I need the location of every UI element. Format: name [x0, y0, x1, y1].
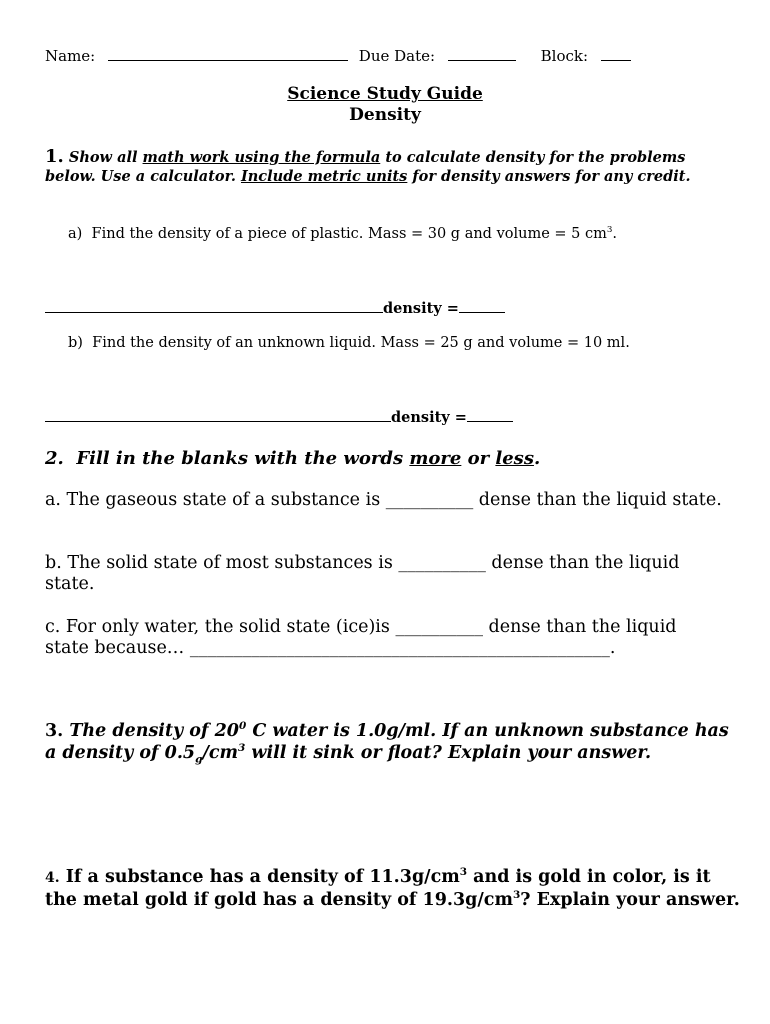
- page-title: Science Study Guide: [287, 84, 483, 104]
- q2-text: Fill in the blanks with the words: [76, 448, 410, 469]
- q1b-text: Find the density of an unknown liquid. Mass = 25 g and volume = 10 ml.: [92, 335, 630, 351]
- q1a-label: a): [68, 226, 83, 242]
- q2-word-more: more: [409, 448, 462, 469]
- due-date-label: Due Date:: [358, 47, 436, 65]
- question-1-instructions: [45, 148, 735, 186]
- q4-exponent-2: 3: [512, 889, 521, 902]
- q1-underlined-formula: math work using the formula: [142, 149, 381, 166]
- q3-text-3: /cm: [202, 743, 239, 763]
- q1a-text: Find the density of a piece of plastic. Mass = 30 g and volume = 5 cm: [91, 226, 607, 242]
- density-label: density =: [391, 409, 467, 426]
- page-subtitle: Density: [349, 105, 421, 125]
- q1-underlined-units: Include metric units: [240, 167, 408, 185]
- density-label: density =: [383, 300, 459, 317]
- q2-or: or: [461, 448, 496, 469]
- q1a-exponent: 3: [606, 225, 613, 236]
- name-label: Name:: [45, 47, 96, 65]
- q3-degree: 0: [238, 720, 247, 733]
- question-3-number: 3.: [45, 721, 64, 741]
- q4-text-2: and is gold in color, is it the metal gold if gold has a density of 19.3g/cm: [45, 867, 711, 910]
- q3-text-2: C water is 1.0g/ml. If an unknown substance has a density of 0.5: [45, 721, 729, 763]
- q4-text-1: If a substance has a density of 11.3g/cm: [59, 867, 460, 887]
- density-blank[interactable]: [467, 407, 513, 422]
- q1b-label: b): [68, 335, 83, 351]
- name-blank[interactable]: [108, 46, 348, 61]
- work-line[interactable]: [45, 298, 383, 313]
- q4-text-3: ? Explain your answer.: [520, 890, 740, 910]
- question-3: [45, 720, 745, 764]
- q1-text-1: Show all: [68, 149, 143, 166]
- question-2-instructions: [45, 448, 540, 469]
- answer-line-1a[interactable]: [45, 298, 505, 317]
- q3-exponent: 3: [238, 742, 246, 755]
- question-4-number: 4.: [45, 870, 60, 886]
- question-2c: c. For only water, the solid state (ice)is __________ dense than the liquid state because… ________________________________________________.: [45, 617, 677, 658]
- q4-exponent-1: 3: [459, 866, 468, 879]
- q2-period: .: [533, 448, 541, 469]
- q1-text-2: to calculate density for the problems below. Use a calculator.: [45, 149, 686, 185]
- density-blank[interactable]: [459, 298, 505, 313]
- q1-text-3: for density answers for any credit.: [407, 167, 691, 185]
- work-line[interactable]: [45, 407, 391, 422]
- question-2b: b. The solid state of most substances is __________ dense than the liquid state.: [45, 553, 680, 594]
- q3-text-4: will it sink or float? Explain your answer.: [245, 743, 652, 763]
- question-2a: a. The gaseous state of a substance is __________ dense than the liquid state.: [45, 490, 722, 510]
- q2-word-less: less: [495, 448, 534, 469]
- block-blank[interactable]: [601, 46, 631, 61]
- due-date-blank[interactable]: [448, 46, 516, 61]
- question-1-number: 1.: [45, 146, 64, 167]
- question-2-number: 2.: [45, 448, 64, 469]
- q1a-period: .: [612, 226, 618, 242]
- answer-line-1b[interactable]: [45, 407, 513, 426]
- block-label: Block:: [540, 47, 589, 65]
- q3-subscript: g: [195, 753, 203, 766]
- question-4: [45, 866, 745, 911]
- question-1b: [68, 335, 630, 351]
- q3-text-1: The density of 20: [63, 721, 239, 741]
- student-info-header: [45, 46, 631, 65]
- question-1a: [68, 226, 617, 242]
